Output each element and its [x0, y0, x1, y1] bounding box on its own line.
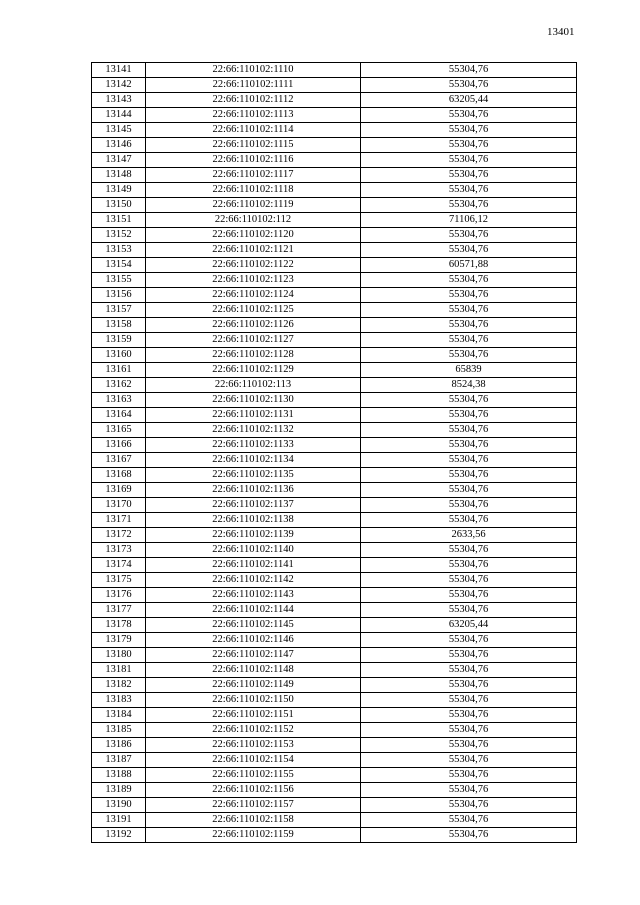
table-row: [92, 768, 577, 783]
cadastral-value-cell: 55304,76: [361, 183, 577, 198]
cadastral-number-cell: 22:66:110102:1155: [146, 768, 361, 783]
cadastral-value-cell: 8524,38: [361, 378, 577, 393]
row-number-cell: 13151: [92, 213, 146, 228]
cadastral-value-cell: 55304,76: [361, 228, 577, 243]
table-row: [92, 798, 577, 813]
cadastral-number-cell: 22:66:110102:112: [146, 213, 361, 228]
cadastral-value-cell: 55304,76: [361, 423, 577, 438]
row-number-cell: 13160: [92, 348, 146, 363]
row-number-cell: 13171: [92, 513, 146, 528]
row-number-cell: 13159: [92, 333, 146, 348]
cadastral-value-cell: 55304,76: [361, 558, 577, 573]
table-row: [92, 393, 577, 408]
row-number-cell: 13164: [92, 408, 146, 423]
cadastral-value-cell: 55304,76: [361, 348, 577, 363]
cadastral-value-cell: 55304,76: [361, 723, 577, 738]
row-number-cell: 13187: [92, 753, 146, 768]
cadastral-value-cell: 55304,76: [361, 543, 577, 558]
cadastral-number-cell: 22:66:110102:1126: [146, 318, 361, 333]
row-number-cell: 13168: [92, 468, 146, 483]
cadastral-number-cell: 22:66:110102:1152: [146, 723, 361, 738]
cadastral-number-cell: 22:66:110102:1118: [146, 183, 361, 198]
cadastral-number-cell: 22:66:110102:1124: [146, 288, 361, 303]
cadastral-number-cell: 22:66:110102:1117: [146, 168, 361, 183]
cadastral-number-cell: 22:66:110102:1120: [146, 228, 361, 243]
cadastral-value-cell: 55304,76: [361, 273, 577, 288]
cadastral-number-cell: 22:66:110102:1156: [146, 783, 361, 798]
table-row: [92, 408, 577, 423]
cadastral-number-cell: 22:66:110102:1132: [146, 423, 361, 438]
cadastral-value-cell: 55304,76: [361, 63, 577, 78]
row-number-cell: 13175: [92, 573, 146, 588]
table-row: [92, 453, 577, 468]
row-number-cell: 13155: [92, 273, 146, 288]
cadastral-number-cell: 22:66:110102:1137: [146, 498, 361, 513]
row-number-cell: 13146: [92, 138, 146, 153]
cadastral-value-cell: 55304,76: [361, 138, 577, 153]
cadastral-value-cell: 55304,76: [361, 168, 577, 183]
table-row: [92, 663, 577, 678]
row-number-cell: 13153: [92, 243, 146, 258]
cadastral-value-cell: 55304,76: [361, 123, 577, 138]
cadastral-number-cell: 22:66:110102:1143: [146, 588, 361, 603]
table-row: [92, 483, 577, 498]
cadastral-value-cell: 55304,76: [361, 828, 577, 843]
cadastral-value-cell: 55304,76: [361, 813, 577, 828]
cadastral-value-cell: 55304,76: [361, 783, 577, 798]
cadastral-number-cell: 22:66:110102:1133: [146, 438, 361, 453]
cadastral-value-cell: 55304,76: [361, 768, 577, 783]
row-number-cell: 13190: [92, 798, 146, 813]
row-number-cell: 13178: [92, 618, 146, 633]
cadastral-number-cell: 22:66:110102:1112: [146, 93, 361, 108]
cadastral-value-cell: 55304,76: [361, 678, 577, 693]
row-number-cell: 13181: [92, 663, 146, 678]
table-row: [92, 183, 577, 198]
table-row: [92, 318, 577, 333]
row-number-cell: 13182: [92, 678, 146, 693]
cadastral-value-cell: 55304,76: [361, 708, 577, 723]
table-row: [92, 63, 577, 78]
row-number-cell: 13154: [92, 258, 146, 273]
cadastral-value-cell: 63205,44: [361, 93, 577, 108]
table-row: [92, 168, 577, 183]
table-row: [92, 123, 577, 138]
table-row: [92, 513, 577, 528]
row-number-cell: 13147: [92, 153, 146, 168]
cadastral-number-cell: 22:66:110102:1141: [146, 558, 361, 573]
row-number-cell: 13162: [92, 378, 146, 393]
cadastral-value-cell: 55304,76: [361, 153, 577, 168]
cadastral-value-cell: 55304,76: [361, 633, 577, 648]
table-row: [92, 708, 577, 723]
cadastral-value-cell: 55304,76: [361, 798, 577, 813]
table-row: [92, 108, 577, 123]
row-number-cell: 13183: [92, 693, 146, 708]
cadastral-value-cell: 55304,76: [361, 648, 577, 663]
row-number-cell: 13157: [92, 303, 146, 318]
row-number-cell: 13189: [92, 783, 146, 798]
table-row: [92, 543, 577, 558]
cadastral-value-cell: 55304,76: [361, 498, 577, 513]
cadastral-number-cell: 22:66:110102:1128: [146, 348, 361, 363]
row-number-cell: 13150: [92, 198, 146, 213]
cadastral-number-cell: 22:66:110102:1150: [146, 693, 361, 708]
cadastral-value-cell: 71106,12: [361, 213, 577, 228]
cadastral-number-cell: 22:66:110102:1148: [146, 663, 361, 678]
cadastral-number-cell: 22:66:110102:1142: [146, 573, 361, 588]
table-row: [92, 273, 577, 288]
table-row: [92, 153, 577, 168]
table-row: [92, 738, 577, 753]
table-row: [92, 528, 577, 543]
row-number-cell: 13180: [92, 648, 146, 663]
row-number-cell: 13145: [92, 123, 146, 138]
row-number-cell: 13184: [92, 708, 146, 723]
row-number-cell: 13174: [92, 558, 146, 573]
table-row: [92, 93, 577, 108]
table-row: [92, 438, 577, 453]
table-row: [92, 78, 577, 93]
cadastral-number-cell: 22:66:110102:113: [146, 378, 361, 393]
cadastral-number-cell: 22:66:110102:1119: [146, 198, 361, 213]
table-row: [92, 693, 577, 708]
cadastral-value-cell: 55304,76: [361, 438, 577, 453]
table-row: [92, 138, 577, 153]
row-number-cell: 13158: [92, 318, 146, 333]
table-row: [92, 378, 577, 393]
cadastral-number-cell: 22:66:110102:1153: [146, 738, 361, 753]
table-row: [92, 288, 577, 303]
cadastral-value-cell: 55304,76: [361, 573, 577, 588]
cadastral-value-table: [91, 62, 577, 843]
cadastral-number-cell: 22:66:110102:1129: [146, 363, 361, 378]
table-body: [92, 63, 577, 843]
table-row: [92, 723, 577, 738]
cadastral-number-cell: 22:66:110102:1121: [146, 243, 361, 258]
cadastral-value-cell: 55304,76: [361, 453, 577, 468]
cadastral-value-cell: 55304,76: [361, 318, 577, 333]
table-row: [92, 618, 577, 633]
table-row: [92, 333, 577, 348]
cadastral-value-cell: 55304,76: [361, 393, 577, 408]
cadastral-value-cell: 55304,76: [361, 243, 577, 258]
row-number-cell: 13185: [92, 723, 146, 738]
row-number-cell: 13156: [92, 288, 146, 303]
row-number-cell: 13192: [92, 828, 146, 843]
table-row: [92, 573, 577, 588]
row-number-cell: 13191: [92, 813, 146, 828]
cadastral-value-cell: 55304,76: [361, 603, 577, 618]
table-row: [92, 678, 577, 693]
table-row: [92, 213, 577, 228]
table-row: [92, 558, 577, 573]
row-number-cell: 13173: [92, 543, 146, 558]
page-number: 13401: [547, 26, 575, 38]
cadastral-number-cell: 22:66:110102:1154: [146, 753, 361, 768]
row-number-cell: 13172: [92, 528, 146, 543]
row-number-cell: 13170: [92, 498, 146, 513]
table-row: [92, 228, 577, 243]
cadastral-value-cell: 55304,76: [361, 513, 577, 528]
cadastral-value-cell: 55304,76: [361, 78, 577, 93]
cadastral-value-cell: 55304,76: [361, 588, 577, 603]
cadastral-value-cell: 55304,76: [361, 738, 577, 753]
cadastral-number-cell: 22:66:110102:1123: [146, 273, 361, 288]
cadastral-value-cell: 55304,76: [361, 663, 577, 678]
row-number-cell: 13176: [92, 588, 146, 603]
cadastral-number-cell: 22:66:110102:1125: [146, 303, 361, 318]
table-row: [92, 198, 577, 213]
table-row: [92, 258, 577, 273]
cadastral-number-cell: 22:66:110102:1134: [146, 453, 361, 468]
table-row: [92, 363, 577, 378]
cadastral-number-cell: 22:66:110102:1131: [146, 408, 361, 423]
cadastral-number-cell: 22:66:110102:1135: [146, 468, 361, 483]
cadastral-value-cell: 55304,76: [361, 108, 577, 123]
table-row: [92, 348, 577, 363]
row-number-cell: 13149: [92, 183, 146, 198]
row-number-cell: 13142: [92, 78, 146, 93]
row-number-cell: 13169: [92, 483, 146, 498]
table-row: [92, 633, 577, 648]
row-number-cell: 13188: [92, 768, 146, 783]
row-number-cell: 13166: [92, 438, 146, 453]
table-row: [92, 498, 577, 513]
table-row: [92, 753, 577, 768]
cadastral-value-cell: 55304,76: [361, 753, 577, 768]
cadastral-number-cell: 22:66:110102:1144: [146, 603, 361, 618]
row-number-cell: 13148: [92, 168, 146, 183]
cadastral-value-cell: 55304,76: [361, 288, 577, 303]
cadastral-number-cell: 22:66:110102:1136: [146, 483, 361, 498]
row-number-cell: 13167: [92, 453, 146, 468]
cadastral-number-cell: 22:66:110102:1111: [146, 78, 361, 93]
cadastral-number-cell: 22:66:110102:1114: [146, 123, 361, 138]
table-row: [92, 603, 577, 618]
cadastral-value-cell: 65839: [361, 363, 577, 378]
row-number-cell: 13143: [92, 93, 146, 108]
table-row: [92, 813, 577, 828]
cadastral-number-cell: 22:66:110102:1130: [146, 393, 361, 408]
cadastral-number-cell: 22:66:110102:1116: [146, 153, 361, 168]
cadastral-value-cell: 55304,76: [361, 408, 577, 423]
cadastral-number-cell: 22:66:110102:1127: [146, 333, 361, 348]
table-row: [92, 468, 577, 483]
cadastral-number-cell: 22:66:110102:1115: [146, 138, 361, 153]
cadastral-number-cell: 22:66:110102:1151: [146, 708, 361, 723]
row-number-cell: 13177: [92, 603, 146, 618]
row-number-cell: 13152: [92, 228, 146, 243]
table-row: [92, 783, 577, 798]
row-number-cell: 13144: [92, 108, 146, 123]
cadastral-value-cell: 55304,76: [361, 333, 577, 348]
table-row: [92, 588, 577, 603]
cadastral-number-cell: 22:66:110102:1110: [146, 63, 361, 78]
cadastral-number-cell: 22:66:110102:1157: [146, 798, 361, 813]
table-row: [92, 828, 577, 843]
cadastral-value-cell: 55304,76: [361, 483, 577, 498]
cadastral-number-cell: 22:66:110102:1146: [146, 633, 361, 648]
cadastral-number-cell: 22:66:110102:1149: [146, 678, 361, 693]
cadastral-value-cell: 60571,88: [361, 258, 577, 273]
table-row: [92, 423, 577, 438]
cadastral-number-cell: 22:66:110102:1140: [146, 543, 361, 558]
cadastral-number-cell: 22:66:110102:1138: [146, 513, 361, 528]
cadastral-number-cell: 22:66:110102:1158: [146, 813, 361, 828]
cadastral-number-cell: 22:66:110102:1139: [146, 528, 361, 543]
row-number-cell: 13161: [92, 363, 146, 378]
row-number-cell: 13179: [92, 633, 146, 648]
cadastral-number-cell: 22:66:110102:1159: [146, 828, 361, 843]
cadastral-value-cell: 55304,76: [361, 693, 577, 708]
cadastral-number-cell: 22:66:110102:1113: [146, 108, 361, 123]
table-row: [92, 243, 577, 258]
cadastral-number-cell: 22:66:110102:1147: [146, 648, 361, 663]
cadastral-value-cell: 55304,76: [361, 198, 577, 213]
cadastral-number-cell: 22:66:110102:1145: [146, 618, 361, 633]
row-number-cell: 13163: [92, 393, 146, 408]
cadastral-number-cell: 22:66:110102:1122: [146, 258, 361, 273]
table-row: [92, 303, 577, 318]
cadastral-value-cell: 2633,56: [361, 528, 577, 543]
row-number-cell: 13141: [92, 63, 146, 78]
table-row: [92, 648, 577, 663]
cadastral-value-cell: 63205,44: [361, 618, 577, 633]
row-number-cell: 13165: [92, 423, 146, 438]
row-number-cell: 13186: [92, 738, 146, 753]
cadastral-value-cell: 55304,76: [361, 468, 577, 483]
cadastral-value-cell: 55304,76: [361, 303, 577, 318]
